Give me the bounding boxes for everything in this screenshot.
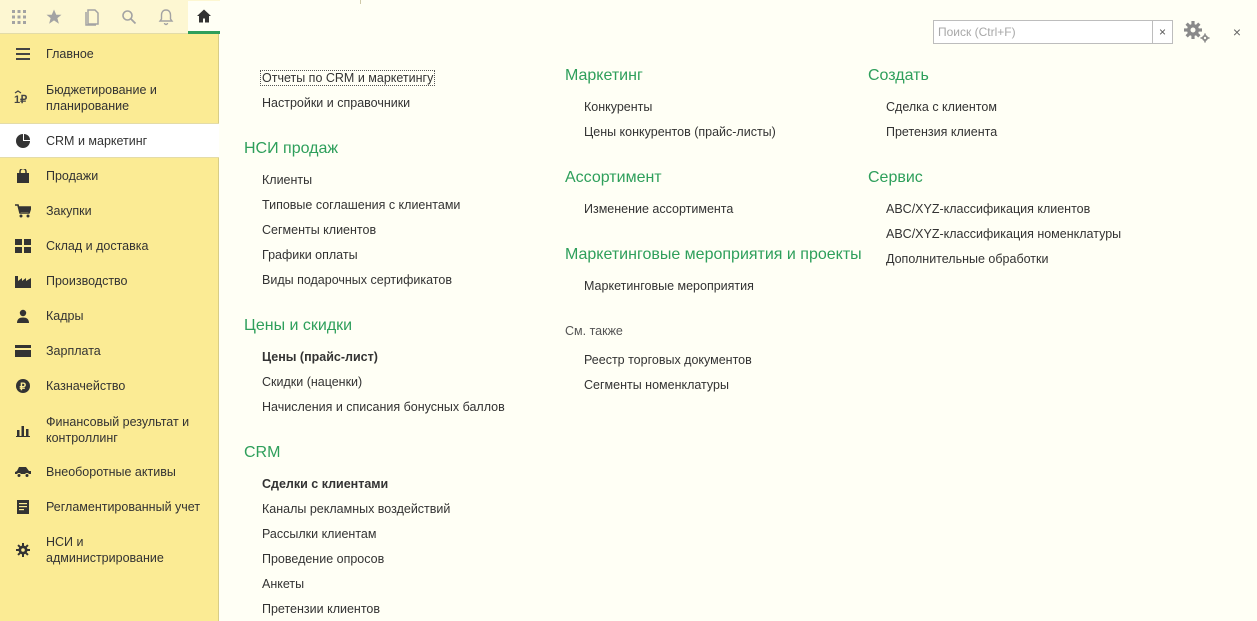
sidebar-item-label: Регламентированный учет bbox=[46, 500, 201, 514]
link-client-claims[interactable]: Претензии клиентов bbox=[262, 602, 380, 616]
sidebar-item-label: Внеоборотные активы bbox=[46, 465, 176, 479]
top-toolbar bbox=[0, 0, 220, 34]
sidebar-item-label: Продажи bbox=[46, 169, 99, 183]
person-icon bbox=[14, 307, 32, 325]
sidebar-item-label: НСИ и администрирование bbox=[46, 535, 164, 565]
sidebar-item-hr[interactable] bbox=[0, 300, 219, 332]
see-also-heading: См. также bbox=[565, 324, 623, 338]
card-icon bbox=[14, 342, 32, 360]
link-standard-agreements[interactable]: Типовые соглашения с клиентами bbox=[262, 198, 461, 212]
treasury-icon bbox=[14, 377, 32, 395]
search-clear-button[interactable]: × bbox=[1152, 21, 1172, 43]
link-bonus-points[interactable]: Начисления и списания бонусных баллов bbox=[262, 400, 505, 414]
link-new-client-claim[interactable]: Претензия клиента bbox=[886, 125, 998, 139]
bag-icon bbox=[14, 167, 32, 185]
link-competitors[interactable]: Конкуренты bbox=[584, 100, 653, 114]
gear-icon bbox=[14, 541, 32, 559]
sidebar-item-purchases[interactable] bbox=[0, 195, 219, 227]
sidebar-item-admin[interactable] bbox=[0, 526, 219, 574]
link-price-list[interactable]: Цены (прайс-лист) bbox=[262, 350, 378, 364]
section-heading-marketing: Маркетинг bbox=[565, 67, 643, 84]
car-icon bbox=[14, 463, 32, 481]
sidebar-item-label: Главное bbox=[46, 47, 94, 61]
link-nomenclature-segments[interactable]: Сегменты номенклатуры bbox=[584, 378, 729, 392]
link-client-segments[interactable]: Сегменты клиентов bbox=[262, 223, 377, 237]
bell-icon[interactable] bbox=[155, 6, 177, 28]
sidebar-item-fixed-assets[interactable] bbox=[0, 456, 219, 488]
search-icon[interactable] bbox=[118, 6, 140, 28]
link-marketing-events[interactable]: Маркетинговые мероприятия bbox=[584, 279, 754, 293]
section-heading-create: Создать bbox=[868, 67, 929, 84]
sidebar-item-budgeting[interactable] bbox=[0, 74, 219, 122]
sidebar-item-label: Кадры bbox=[46, 309, 84, 323]
link-settings-directories[interactable]: Настройки и справочники bbox=[262, 96, 411, 110]
main-panel bbox=[220, 0, 1257, 621]
close-icon[interactable]: × bbox=[1232, 24, 1242, 40]
link-assortment-change[interactable]: Изменение ассортимента bbox=[584, 202, 734, 216]
section-heading-service: Сервис bbox=[868, 169, 923, 186]
link-payment-schedules[interactable]: Графики оплаты bbox=[262, 248, 358, 262]
sidebar-item-financial-result[interactable] bbox=[0, 406, 219, 454]
home-icon[interactable] bbox=[188, 1, 220, 34]
sidebar-item-regulated-accounting[interactable] bbox=[0, 491, 219, 523]
sidebar-item-warehouse[interactable] bbox=[0, 230, 219, 262]
sidebar-item-treasury[interactable] bbox=[0, 370, 219, 402]
factory-icon bbox=[14, 272, 32, 290]
crm-icon bbox=[14, 132, 32, 150]
link-gift-certificate-types[interactable]: Виды подарочных сертификатов bbox=[262, 273, 452, 287]
menu-icon bbox=[14, 45, 32, 63]
divider bbox=[360, 0, 361, 4]
warehouse-icon bbox=[14, 237, 32, 255]
section-heading-prices-discounts: Цены и скидки bbox=[244, 317, 353, 334]
cart-icon bbox=[14, 202, 32, 220]
link-abc-xyz-nomenclature[interactable]: ABC/XYZ-классификация номенклатуры bbox=[886, 227, 1122, 241]
chart-icon bbox=[14, 421, 32, 439]
link-ad-channels[interactable]: Каналы рекламных воздействий bbox=[262, 502, 451, 516]
search-input[interactable] bbox=[934, 21, 1152, 43]
apps-grid-icon[interactable] bbox=[8, 6, 30, 28]
sidebar-item-label: Закупки bbox=[46, 204, 92, 218]
section-heading-assortment: Ассортимент bbox=[565, 169, 662, 186]
sidebar-item-crm-marketing[interactable] bbox=[0, 123, 219, 158]
history-icon[interactable] bbox=[82, 6, 104, 28]
sidebar-item-label: CRM и маркетинг bbox=[46, 133, 148, 148]
section-heading-marketing-events: Маркетинговые мероприятия и проекты bbox=[565, 246, 862, 263]
link-surveys[interactable]: Проведение опросов bbox=[262, 552, 385, 566]
sidebar-item-label: Казначейство bbox=[46, 379, 126, 393]
link-trade-documents-registry[interactable]: Реестр торговых документов bbox=[584, 353, 752, 367]
link-clients[interactable]: Клиенты bbox=[262, 173, 313, 187]
search-box bbox=[933, 20, 1173, 44]
svg-text:₽: ₽ bbox=[19, 382, 26, 393]
sidebar-item-label: Зарплата bbox=[46, 344, 101, 358]
link-discounts[interactable]: Скидки (наценки) bbox=[262, 375, 363, 389]
link-competitor-prices[interactable]: Цены конкурентов (прайс-листы) bbox=[584, 125, 776, 139]
budget-icon bbox=[14, 89, 32, 107]
link-questionnaires[interactable]: Анкеты bbox=[262, 577, 305, 591]
section-heading-crm: CRM bbox=[244, 444, 281, 461]
sidebar bbox=[0, 34, 219, 621]
settings-gear-icon[interactable] bbox=[1183, 20, 1211, 44]
svg-text:1₽: 1₽ bbox=[14, 94, 28, 106]
link-additional-processing[interactable]: Дополнительные обработки bbox=[886, 252, 1049, 266]
star-icon[interactable] bbox=[43, 6, 65, 28]
link-abc-xyz-clients[interactable]: ABC/XYZ-классификация клиентов bbox=[886, 202, 1091, 216]
link-client-mailings[interactable]: Рассылки клиентам bbox=[262, 527, 377, 541]
sidebar-item-salary[interactable] bbox=[0, 335, 219, 367]
sidebar-item-label: Производство bbox=[46, 274, 128, 288]
sidebar-item-main[interactable] bbox=[0, 38, 219, 70]
sidebar-item-sales[interactable] bbox=[0, 160, 219, 192]
link-client-deals[interactable]: Сделки с клиентами bbox=[262, 477, 389, 491]
link-new-client-deal[interactable]: Сделка с клиентом bbox=[886, 100, 997, 114]
report-icon bbox=[14, 498, 32, 516]
link-crm-reports[interactable]: Отчеты по CRM и маркетингу bbox=[262, 71, 434, 85]
sidebar-item-label: Склад и доставка bbox=[46, 239, 149, 253]
section-heading-sales-nsi: НСИ продаж bbox=[244, 140, 339, 157]
sidebar-item-label: Бюджетирование и планирование bbox=[46, 83, 157, 113]
sidebar-item-production[interactable] bbox=[0, 265, 219, 297]
sidebar-item-label: Финансовый результат и контроллинг bbox=[46, 415, 190, 445]
